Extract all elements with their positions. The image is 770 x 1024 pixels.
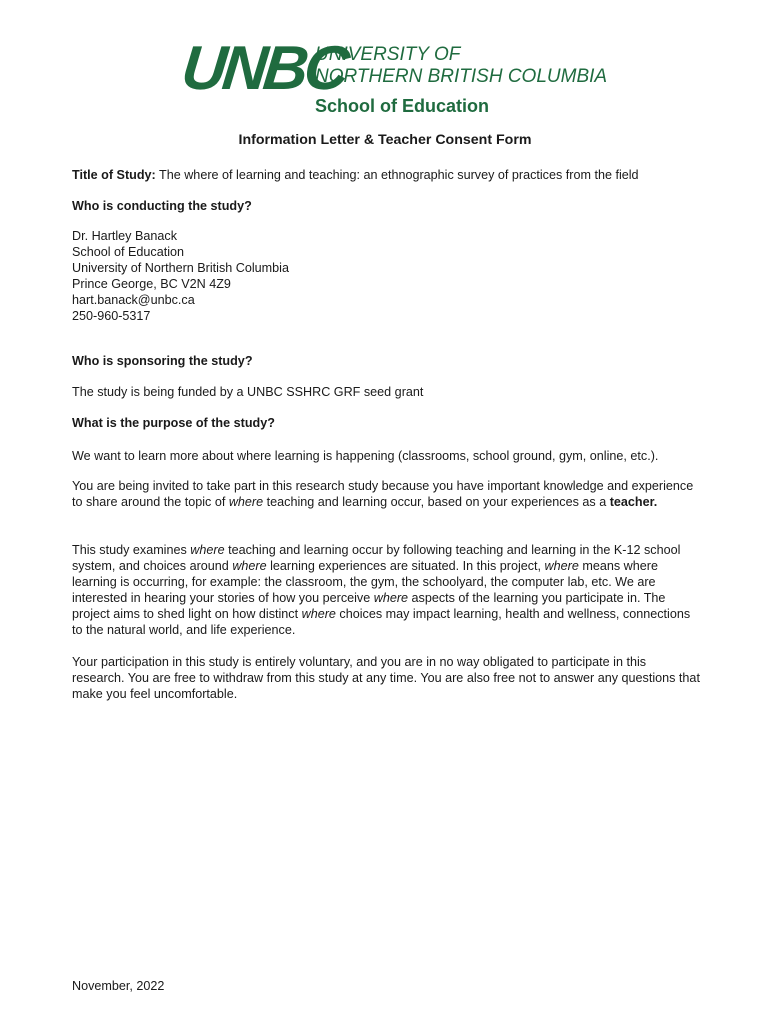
study-title-label: Title of Study:: [72, 168, 156, 182]
invite-emphasis: where: [228, 495, 264, 509]
footer-date: November, 2022: [72, 979, 165, 993]
voluntary-text: Your participation in this study is entirely voluntary, and you are in no way obligated to participate in this research. You are free to withdraw from this study at any time. You are also free not to answer any questions that make you feel uncomfortable.: [72, 655, 700, 701]
invite-text-1: You are being invited to take part in this research study because you have important knowledge and experience to share around the topic of: [72, 479, 694, 509]
examines-em-5: where: [301, 607, 336, 621]
contact-phone: 250-960-5317: [72, 309, 151, 323]
contact-address: Prince George, BC V2N 4Z9: [72, 277, 231, 291]
contact-university: University of Northern British Columbia: [72, 261, 289, 275]
invite-strong: teacher.: [609, 495, 658, 509]
examines-text-4: means where learning is occurring, for example: the classroom, the gym, the schoolyard, the computer lab, etc. We are interested in hearing your stories of how you perceive: [72, 559, 658, 605]
document-title: Information Letter & Teacher Consent Form: [238, 132, 532, 148]
contact-dept: School of Education: [72, 245, 185, 259]
examines-text-2: teaching and learning occur by following teaching and learning in the K-12 school system, and choices around: [72, 543, 681, 573]
heading-purpose: What is the purpose of the study?: [72, 416, 275, 430]
examines-text-3: learning experiences are situated. In this project,: [266, 559, 545, 573]
invite-text-2: teaching and learning occur, based on your experiences as a: [263, 495, 610, 509]
voluntary-paragraph: [72, 654, 702, 702]
invite-paragraph: [72, 478, 702, 510]
examines-em-2: where: [232, 559, 267, 573]
department-name: School of Education: [315, 96, 489, 116]
contact-block: [72, 228, 702, 324]
contact-name: Dr. Hartley Banack: [72, 229, 177, 243]
examines-em-4: where: [373, 591, 409, 605]
examines-em-3: where: [544, 559, 579, 573]
examines-text-5: aspects of the learning you participate in. The project aims to shed light on how distinct: [72, 591, 666, 621]
contact-email: hart.banack@unbc.ca: [72, 293, 195, 307]
logo-line-2: NORTHERN BRITISH COLUMBIA: [315, 66, 608, 87]
study-title: [72, 167, 702, 183]
purpose-paragraph: We want to learn more about where learning is happening (classrooms, school ground, gym, online, etc.).: [72, 449, 659, 463]
heading-conducting: Who is conducting the study?: [72, 199, 252, 213]
sponsor-text: The study is being funded by a UNBC SSHRC GRF seed grant: [72, 385, 424, 399]
examines-paragraph: [72, 542, 702, 638]
examines-em-1: where: [190, 543, 225, 557]
examines-text-1: This study examines: [72, 543, 191, 557]
examines-text-6: choices may impact learning, health and wellness, connections to the natural world, and life experience.: [72, 607, 691, 637]
heading-sponsoring: Who is sponsoring the study?: [72, 354, 253, 368]
logo-mark: UNBC: [178, 34, 349, 103]
study-title-text: The where of learning and teaching: an ethnographic survey of practices from the field: [159, 168, 639, 182]
unbc-logo: [178, 30, 608, 120]
logo-line-1: UNIVERSITY OF: [315, 44, 461, 65]
